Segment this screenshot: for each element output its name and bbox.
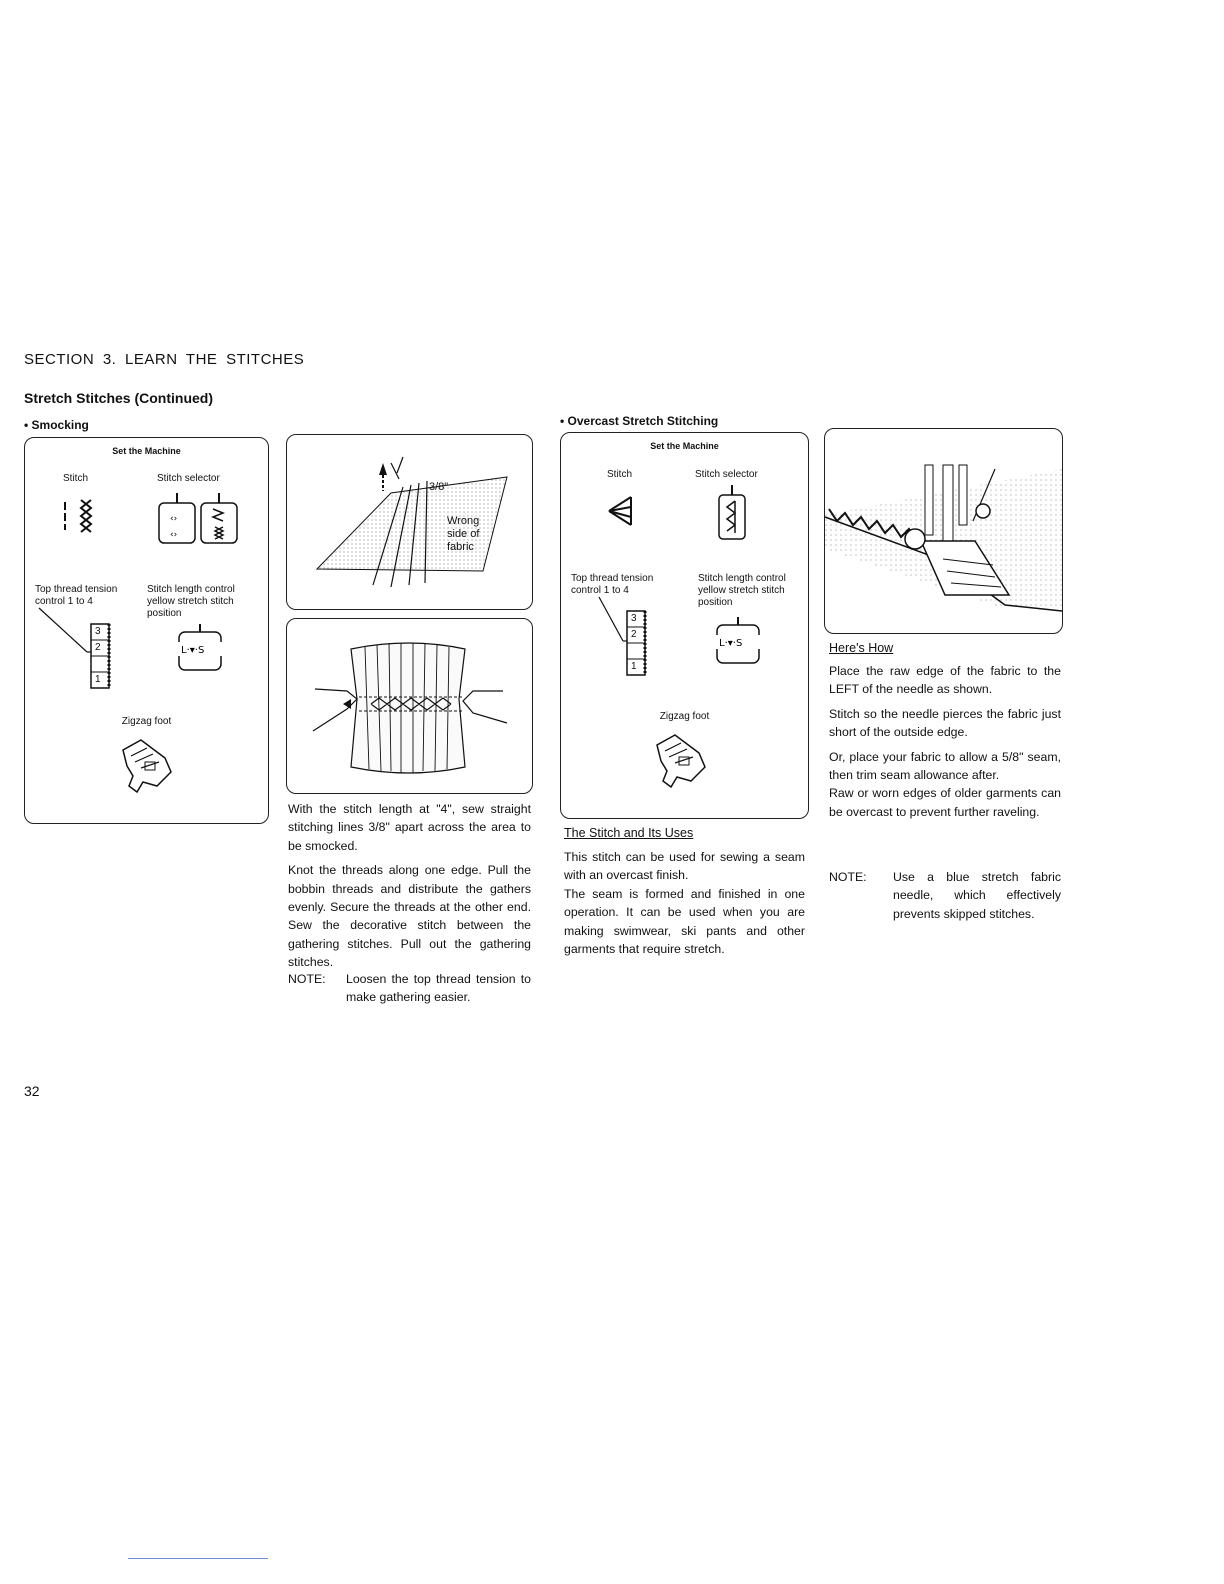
uses-paragraph-2: The seam is formed and finished in one operation. It can be used when you are making swimwear, ski pants and other garments that require stretch.	[564, 886, 805, 957]
smocking-paragraph-2: Knot the threads along one edge. Pull the bobbin threads and distribute the gathers evenly. Secure the threads at the other end. Sew the decorative stitch between the gathering stitches. Pull out the gathering stitches.	[288, 863, 531, 970]
overcast-heading: • Overcast Stretch Stitching	[560, 414, 719, 428]
measure-label: 3/8"	[429, 481, 449, 493]
tension-number-1: 1	[95, 674, 101, 685]
note-value: Use a blue stretch fabric needle, which effectively prevents skipped stitches.	[893, 870, 1061, 921]
how-paragraph-4: Raw or worn edges of older garments can be overcast to prevent further raveling.	[829, 786, 1061, 819]
stitch-selector-label: Stitch selector	[157, 473, 220, 484]
subheading: Stretch Stitches (Continued)	[24, 390, 214, 406]
uses-heading: The Stitch and Its Uses	[564, 826, 694, 840]
tension-number-3: 3	[631, 613, 637, 624]
wrong-side-label	[447, 515, 479, 554]
length-control-icon	[175, 624, 225, 674]
length-label: Stitch length control yellow stretch stitch position	[147, 584, 235, 619]
how-paragraph-3: Or, place your fabric to allow a 5/8" seam, then trim seam allowance after.	[829, 749, 1061, 783]
box-title: Set the Machine	[112, 446, 181, 456]
smocking-paragraph-1: With the stitch length at "4", sew straight stitching lines 3/8" apart across the area to be smocked.	[288, 802, 531, 853]
zigzag-foot-icon	[117, 736, 177, 796]
page-number: 32	[24, 1083, 40, 1099]
note-key: NOTE:	[288, 972, 326, 986]
box-title: Set the Machine	[650, 441, 719, 451]
wrong-side-line-3: fabric	[447, 541, 474, 553]
smocking-body	[288, 800, 531, 978]
overcast-stitch-icon	[605, 493, 635, 529]
length-control-icon	[713, 617, 763, 667]
smocking-machine-box	[24, 437, 269, 824]
tension-dial-icon	[575, 597, 665, 681]
how-paragraph-1: Place the raw edge of the fabric to the LEFT of the needle as shown.	[829, 664, 1061, 697]
stitch-selector-label: Stitch selector	[695, 469, 758, 480]
how-heading: Here's How	[829, 641, 894, 655]
note-key: NOTE:	[829, 870, 867, 884]
zigzag-foot-label: Zigzag foot	[121, 716, 172, 727]
tension-label: Top thread tension control 1 to 4	[35, 584, 118, 607]
footer-divider	[128, 1558, 268, 1559]
stitch-label: Stitch	[607, 469, 633, 480]
overcast-note	[829, 868, 1061, 923]
note-value: Loosen the top thread tension to make gathering easier.	[346, 972, 531, 1005]
overcast-selector-icon	[717, 485, 747, 541]
svg-text:L·▾·S: L·▾·S	[719, 638, 743, 649]
fabric-lines-illustration	[287, 435, 532, 609]
how-paragraph-2: Stitch so the needle pierces the fabric just short of the outside edge.	[829, 706, 1061, 740]
section-heading: SECTION 3. LEARN THE STITCHES	[24, 351, 305, 368]
svg-text:L·▾·S: L·▾·S	[181, 645, 205, 656]
svg-text:‹›: ‹›	[170, 530, 178, 540]
tension-number-2: 2	[95, 642, 101, 653]
smocking-figure-1	[286, 434, 533, 610]
wrong-side-line-1: Wrong	[447, 515, 480, 527]
stitch-label: Stitch	[63, 473, 89, 484]
tension-dial-icon	[39, 608, 129, 692]
smocking-figure-2	[286, 618, 533, 794]
smocking-heading: • Smocking	[24, 418, 89, 432]
stitch-selector-icon	[157, 493, 243, 547]
overcast-machine-box	[560, 432, 809, 819]
tension-label: Top thread tension control 1 to 4	[571, 573, 654, 596]
gathered-fabric-illustration	[287, 619, 532, 793]
svg-text:‹›: ‹›	[170, 514, 178, 524]
length-label: Stitch length control yellow stretch stitch position	[698, 573, 786, 608]
uses-paragraph-1: This stitch can be used for sewing a seam with an overcast finish.	[564, 850, 805, 883]
overcast-sewing-illustration	[825, 429, 1062, 633]
tension-number-1: 1	[631, 661, 637, 672]
how-body	[829, 662, 1061, 827]
zigzag-foot-icon	[651, 731, 711, 791]
zigzag-foot-label: Zigzag foot	[659, 711, 710, 722]
smocking-stitch-icon	[61, 496, 101, 536]
wrong-side-line-2: side of	[447, 528, 480, 540]
overcast-figure	[824, 428, 1063, 634]
tension-number-3: 3	[95, 626, 101, 637]
smocking-note	[288, 970, 531, 1007]
tension-number-2: 2	[631, 629, 637, 640]
uses-body	[564, 848, 805, 964]
